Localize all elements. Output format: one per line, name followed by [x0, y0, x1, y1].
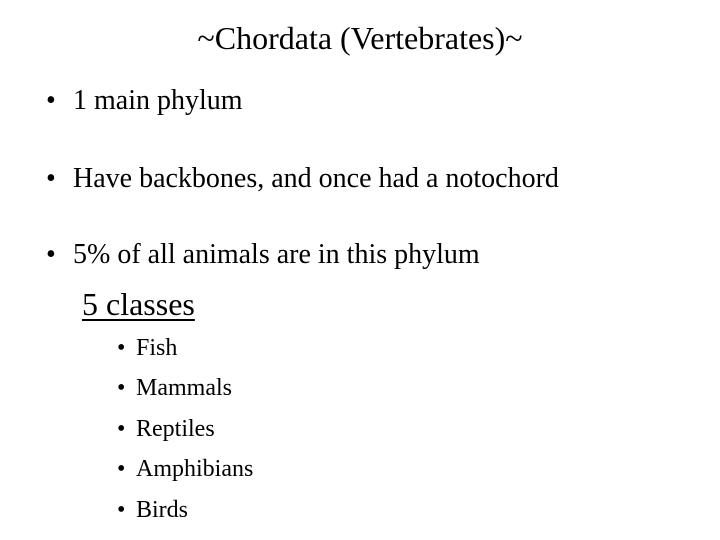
bullet-text: 1 main phylum: [73, 85, 243, 116]
class-text: Reptiles: [136, 416, 215, 442]
bullet-item: [46, 238, 480, 272]
slide-title: ~Chordata (Vertebrates)~: [197, 20, 523, 56]
class-item: [117, 495, 188, 525]
class-item: [117, 333, 177, 363]
class-text: Amphibians: [136, 456, 254, 482]
classes-heading: 5 classes: [82, 286, 195, 322]
class-text: Mammals: [136, 375, 232, 401]
bullet-item: [46, 84, 243, 118]
class-item: [117, 454, 253, 484]
bullet-dot-icon: •: [117, 375, 126, 401]
bullet-dot-icon: •: [46, 239, 56, 270]
bullet-item: [46, 162, 559, 196]
bullet-dot-icon: •: [117, 456, 126, 482]
bullet-dot-icon: •: [117, 416, 126, 442]
class-text: Birds: [136, 497, 189, 523]
bullet-dot-icon: •: [117, 335, 126, 361]
bullet-dot-icon: •: [46, 163, 56, 194]
bullet-text: 5% of all animals are in this phylum: [73, 239, 480, 270]
class-item: [117, 373, 232, 403]
bullet-dot-icon: •: [117, 497, 126, 523]
bullet-dot-icon: •: [46, 85, 56, 116]
bullet-text: Have backbones, and once had a notochord: [73, 163, 559, 194]
class-item: [117, 414, 215, 444]
class-text: Fish: [136, 335, 178, 361]
